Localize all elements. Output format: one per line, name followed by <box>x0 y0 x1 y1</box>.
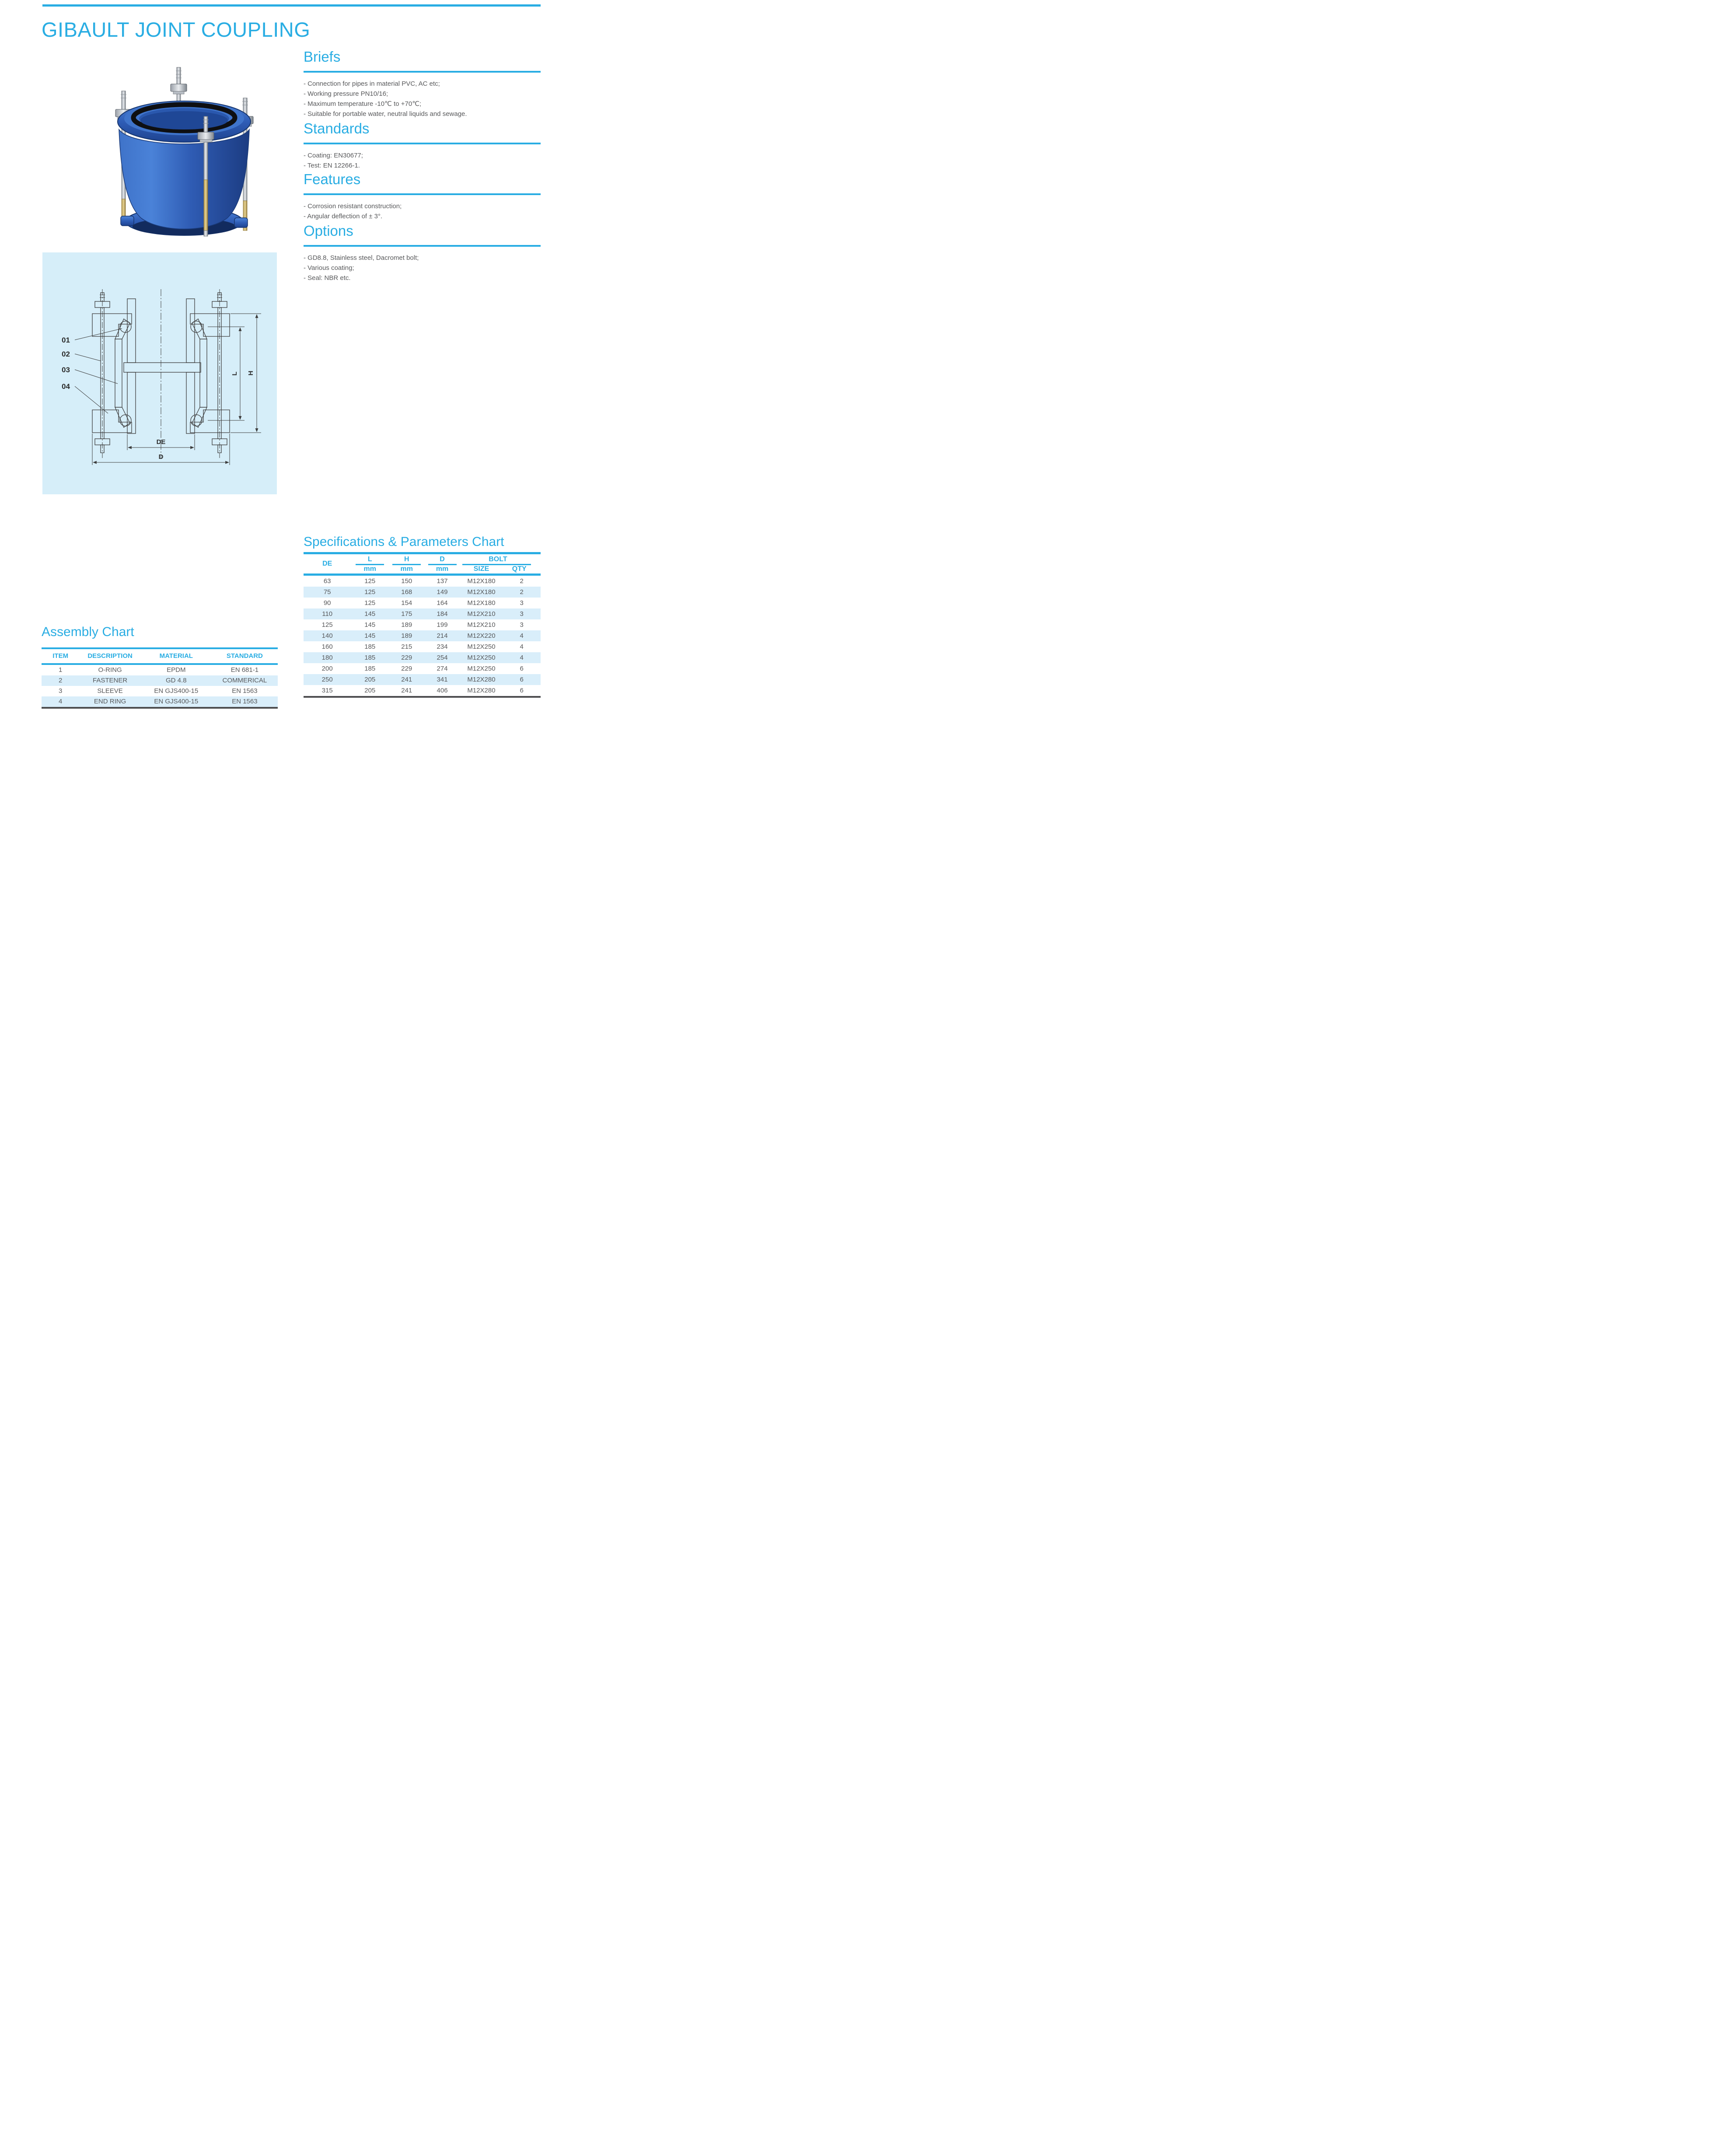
cell-standard: EN 681-1 <box>231 666 259 674</box>
spec-row <box>304 608 541 619</box>
options-heading: Options <box>304 223 353 239</box>
cell-item: 4 <box>59 698 63 705</box>
col-unit-mm: mm <box>363 565 376 573</box>
col-header-standard: STANDARD <box>226 652 263 660</box>
assembly-row <box>42 696 278 707</box>
col-header-description: DESCRIPTION <box>87 652 133 660</box>
part-label-04: 04 <box>62 382 70 391</box>
assembly-table <box>42 647 278 709</box>
section-briefs <box>304 48 541 119</box>
features-item: - Corrosion resistant construction; <box>304 203 402 210</box>
col-header-l: L <box>367 556 372 563</box>
cell-de: 180 <box>321 654 333 661</box>
cell-size: M12X180 <box>467 588 496 596</box>
spec-row <box>304 630 541 641</box>
cell-description: SLEEVE <box>97 687 123 695</box>
cell-h: 215 <box>401 643 412 650</box>
cell-standard: COMMERICAL <box>222 677 267 684</box>
dim-label-de: DE <box>156 438 166 446</box>
standards-divider <box>304 143 541 144</box>
cell-h: 241 <box>401 676 412 683</box>
cell-l: 205 <box>364 676 376 683</box>
features-heading: Features <box>304 171 361 187</box>
col-header-qty: QTY <box>512 565 527 573</box>
cell-h: 175 <box>401 610 412 618</box>
dim-label-h: H <box>247 371 255 376</box>
technical-diagram <box>42 252 277 494</box>
cell-d: 149 <box>437 588 448 596</box>
standards-heading: Standards <box>304 120 370 136</box>
col-header-bolt: BOLT <box>489 556 507 563</box>
assembly-row <box>42 675 278 686</box>
cell-h: 241 <box>401 687 412 694</box>
cell-size: M12X250 <box>467 643 496 650</box>
cell-de: 63 <box>323 577 331 585</box>
top-flange <box>118 101 251 142</box>
cell-h: 168 <box>401 588 412 596</box>
assembly-row <box>42 665 278 675</box>
part-label-03: 03 <box>62 366 70 374</box>
briefs-heading: Briefs <box>304 49 341 65</box>
cell-d: 234 <box>437 643 448 650</box>
options-item: - GD8.8, Stainless steel, Dacromet bolt; <box>304 254 419 262</box>
dim-label-l: L <box>231 371 238 376</box>
section-options <box>304 222 541 283</box>
cell-material: EPDM <box>167 666 186 674</box>
cell-d: 274 <box>437 665 448 672</box>
features-divider <box>304 193 541 195</box>
cell-description: FASTENER <box>92 677 128 684</box>
cell-item: 1 <box>59 666 63 674</box>
briefs-item: - Working pressure PN10/16; <box>304 90 388 98</box>
cell-l: 125 <box>364 599 376 607</box>
cell-l: 185 <box>364 654 376 661</box>
cell-h: 150 <box>401 577 412 585</box>
options-item: - Various coating; <box>304 264 354 272</box>
cell-description: END RING <box>94 698 126 705</box>
cell-d: 199 <box>437 621 448 629</box>
options-item: - Seal: NBR etc. <box>304 274 351 282</box>
spec-table-bottom-rule <box>304 696 541 698</box>
cell-de: 200 <box>321 665 333 672</box>
cell-size: M12X250 <box>467 665 496 672</box>
cell-item: 3 <box>59 687 63 695</box>
spec-row <box>304 619 541 630</box>
cell-h: 189 <box>401 621 412 629</box>
col-header-size: SIZE <box>473 565 489 573</box>
cell-de: 90 <box>323 599 331 607</box>
col-unit-mm: mm <box>400 565 413 573</box>
section-features <box>304 171 541 221</box>
cell-size: M12X180 <box>467 577 496 585</box>
cell-qty: 4 <box>520 632 524 640</box>
cell-material: GD 4.8 <box>166 677 187 684</box>
cell-l: 125 <box>364 577 376 585</box>
assembly-table-bottom-rule <box>42 707 278 709</box>
sleeve-center-register <box>124 363 201 372</box>
assembly-table-body <box>42 665 278 707</box>
cell-size: M12X210 <box>467 610 496 618</box>
coupling-body <box>119 129 249 229</box>
cell-d: 164 <box>437 599 448 607</box>
cell-size: M12X250 <box>467 654 496 661</box>
spec-table-body <box>304 576 541 696</box>
part-labels <box>62 329 122 413</box>
pipe-walls <box>124 299 201 434</box>
cell-qty: 6 <box>520 687 524 694</box>
cell-de: 140 <box>321 632 333 640</box>
cell-item: 2 <box>59 677 63 684</box>
cell-h: 154 <box>401 599 412 607</box>
cell-standard: EN 1563 <box>232 687 258 695</box>
cell-qty: 3 <box>520 621 524 629</box>
assembly-chart-heading: Assembly Chart <box>42 625 134 639</box>
datasheet-page <box>0 0 579 711</box>
col-header-h: H <box>404 556 409 563</box>
cell-l: 145 <box>364 621 376 629</box>
spec-row <box>304 641 541 652</box>
cell-d: 137 <box>437 577 448 585</box>
cell-d: 254 <box>437 654 448 661</box>
spec-row <box>304 652 541 663</box>
cell-qty: 2 <box>520 588 524 596</box>
cell-qty: 6 <box>520 665 524 672</box>
cell-de: 250 <box>321 676 333 683</box>
product-photo <box>104 66 264 238</box>
col-header-d: D <box>440 556 445 563</box>
cell-h: 189 <box>401 632 412 640</box>
features-item: - Angular deflection of ± 3°. <box>304 213 383 220</box>
briefs-item: - Suitable for portable water, neutral liquids and sewage. <box>304 110 467 118</box>
coupling-photo-illustration <box>104 66 264 238</box>
cell-de: 315 <box>321 687 333 694</box>
cell-qty: 6 <box>520 676 524 683</box>
col-header-material: MATERIAL <box>159 652 193 660</box>
cell-qty: 4 <box>520 654 524 661</box>
col-header-de: DE <box>322 560 332 567</box>
cell-size: M12X280 <box>467 676 496 683</box>
top-divider <box>42 4 541 7</box>
part-label-01: 01 <box>62 336 70 344</box>
standards-item: - Coating: EN30677; <box>304 152 363 159</box>
cell-h: 229 <box>401 654 412 661</box>
spec-row <box>304 685 541 696</box>
page-title: GIBAULT JOINT COUPLING <box>42 18 311 41</box>
cell-de: 125 <box>321 621 333 629</box>
cell-material: EN GJS400-15 <box>154 687 199 695</box>
cell-size: M12X220 <box>467 632 496 640</box>
cell-qty: 3 <box>520 610 524 618</box>
spec-row <box>304 674 541 685</box>
cell-l: 205 <box>364 687 376 694</box>
part-label-02: 02 <box>62 350 70 358</box>
briefs-item: - Connection for pipes in material PVC, AC etc; <box>304 80 440 87</box>
spec-row <box>304 663 541 674</box>
cell-standard: EN 1563 <box>232 698 258 705</box>
cell-h: 229 <box>401 665 412 672</box>
cell-d: 184 <box>437 610 448 618</box>
spec-row <box>304 576 541 587</box>
cell-l: 145 <box>364 632 376 640</box>
cell-d: 406 <box>437 687 448 694</box>
cell-qty: 2 <box>520 577 524 585</box>
col-header-item: ITEM <box>52 652 69 660</box>
dim-label-d: D <box>158 453 164 461</box>
cell-d: 341 <box>437 676 448 683</box>
cell-size: M12X210 <box>467 621 496 629</box>
cell-material: EN GJS400-15 <box>154 698 199 705</box>
cell-qty: 4 <box>520 643 524 650</box>
cell-l: 125 <box>364 588 376 596</box>
spec-table <box>304 552 541 698</box>
cell-de: 75 <box>323 588 331 596</box>
briefs-divider <box>304 71 541 73</box>
cell-de: 160 <box>321 643 333 650</box>
briefs-item: - Maximum temperature -10℃ to +70℃; <box>304 100 422 108</box>
cell-size: M12X180 <box>467 599 496 607</box>
cross-section-drawing <box>42 252 277 494</box>
spec-table-header <box>304 554 541 573</box>
cell-size: M12X280 <box>467 687 496 694</box>
cell-qty: 3 <box>520 599 524 607</box>
assembly-row <box>42 686 278 696</box>
cell-de: 110 <box>322 610 333 618</box>
assembly-table-header <box>42 649 278 663</box>
spec-chart-heading: Specifications & Parameters Chart <box>304 535 504 549</box>
col-unit-mm: mm <box>436 565 449 573</box>
spec-row <box>304 598 541 608</box>
options-divider <box>304 245 541 247</box>
cell-d: 214 <box>437 632 448 640</box>
section-standards <box>304 120 541 171</box>
cell-l: 185 <box>364 643 376 650</box>
standards-item: - Test: EN 12266-1. <box>304 162 360 169</box>
spec-row <box>304 587 541 598</box>
cell-l: 185 <box>364 665 376 672</box>
cell-description: O-RING <box>98 666 122 674</box>
cell-l: 145 <box>364 610 376 618</box>
